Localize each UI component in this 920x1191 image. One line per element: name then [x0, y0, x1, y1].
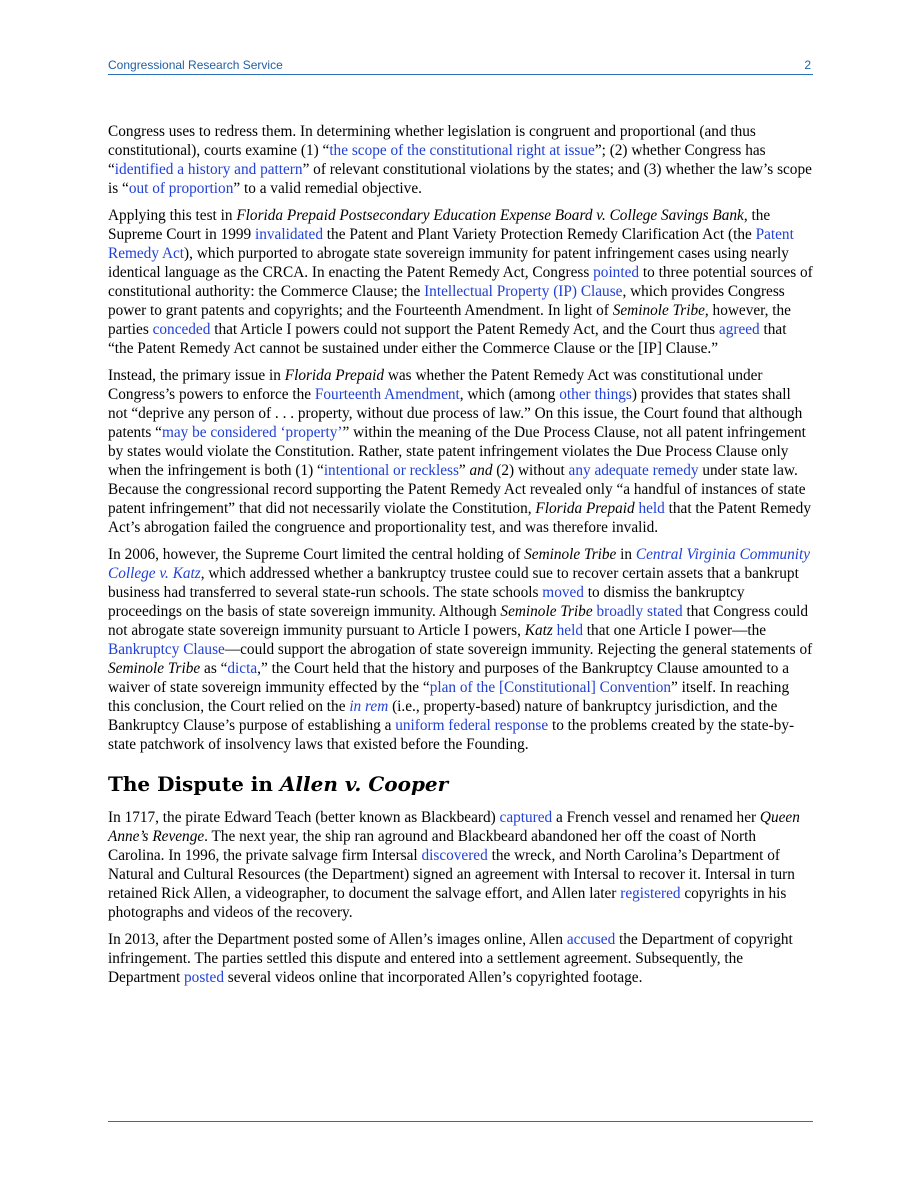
hyperlink[interactable]: Bankruptcy Clause [108, 641, 225, 658]
text-run: . The next year, the ship ran aground and Blackbeard abandoned her off the coast of North Carolina. In 1996, the private salvage firm Intersal [108, 828, 757, 864]
italic-text: Seminole Tribe [524, 546, 617, 563]
text-run: , the Supreme Court in 1999 [108, 207, 771, 243]
text-run: in [616, 546, 636, 563]
text-run: that Article I powers could not support the Patent Remedy Act, and the Court thus [210, 321, 719, 338]
text-run: that Congress could not abrogate state sovereign immunity pursuant to Article I powers, [108, 603, 809, 639]
section-paragraphs [108, 808, 814, 987]
text-run: ), which purported to abrogate state sovereign immunity for patent infringement cases using nearly identical language as the CRCA. In enacting the Patent Remedy Act, Congress [108, 245, 789, 281]
italic-text: Florida Prepaid [284, 367, 385, 384]
hyperlink[interactable]: accused [566, 931, 616, 948]
publisher-name: Congressional Research Service [108, 58, 283, 72]
text-run: to dismiss the bankruptcy proceedings on the basis of state sovereign immunity. Although [108, 584, 745, 620]
italic-text: and [469, 462, 493, 479]
hyperlink[interactable]: moved [542, 584, 584, 601]
text-run: that “the Patent Remedy Act cannot be sustained under either the Commerce Clause or the [IP] Clause.” [108, 321, 787, 357]
hyperlink[interactable]: discovered [421, 847, 488, 864]
text-run: as “ [200, 660, 228, 677]
paragraph [108, 206, 814, 358]
italic-text: Florida Prepaid [535, 500, 635, 517]
text-run: copyrights in his photographs and videos of the recovery. [108, 885, 787, 921]
hyperlink[interactable]: invalidated [255, 226, 323, 243]
paragraph [108, 545, 814, 754]
hyperlink[interactable]: may be considered ‘property’ [161, 424, 343, 441]
hyperlink[interactable]: agreed [718, 321, 760, 338]
text-run: ” within the meaning of the Due Process Clause, not all patent infringement by states would violate the Constitution. Rather, state patent infringement violates the Due Process Clause only when the infringement is both (1) “ [108, 424, 806, 479]
section-heading [108, 772, 814, 796]
text-run: the Department of copyright infringement. The parties settled this dispute and entered into a settlement agreement. Subsequently, the Department [108, 931, 793, 986]
hyperlink[interactable]: plan of the [Constitutional] Convention [429, 679, 672, 696]
text-run: , which addressed whether a bankruptcy trustee could sue to recover certain assets that a bankrupt business had transferred to several state-run schools. The state schools [108, 565, 799, 601]
text-run: ”; (2) whether Congress has “ [108, 142, 766, 178]
hyperlink[interactable]: in rem [349, 698, 389, 715]
paragraph [108, 366, 814, 537]
text-run: that the Patent Remedy Act’s abrogation failed the congruence and proportionality test, and was therefore invalid. [108, 500, 811, 536]
italic-text: Florida Prepaid Postsecondary Education Expense Board v. College Savings Bank [236, 207, 744, 224]
hyperlink[interactable]: dicta [227, 660, 258, 677]
text-run: ) provides that states shall not “deprive any person of . . . property, without due process of law.” On this issue, the Court found that although patents “ [108, 386, 803, 441]
hyperlink[interactable]: any adequate remedy [568, 462, 699, 479]
text-run: the Patent and Plant Variety Protection Remedy Clarification Act (the [322, 226, 756, 243]
text-run: ” of relevant constitutional violations by the states; and (3) whether the law’s scope is “ [108, 161, 812, 197]
hyperlink[interactable]: Central Virginia Community College v. Katz [108, 546, 811, 582]
text-run: several videos online that incorporated Allen’s copyrighted footage. [223, 969, 643, 986]
text-run: In 2006, however, the Supreme Court limited the central holding of [108, 546, 525, 563]
text-run: (i.e., property-based) nature of bankruptcy jurisdiction, and the Bankruptcy Clause’s purpose of establishing a [108, 698, 778, 734]
hyperlink[interactable]: posted [184, 969, 224, 986]
section-heading-text: The Dispute in [108, 772, 280, 796]
hyperlink[interactable]: pointed [593, 264, 640, 281]
italic-text: Seminole Tribe [108, 660, 201, 677]
text-run: a French vessel and renamed her [552, 809, 760, 826]
text-run: , which (among [459, 386, 560, 403]
paragraph [108, 808, 814, 922]
paragraph [108, 122, 814, 198]
text-run: ” to a valid remedial objective. [233, 180, 422, 197]
text-run: to three potential sources of constitutional authority: the Commerce Clause; the [108, 264, 813, 300]
text-run: , which provides Congress power to grant patents and copyrights; and the Fourteenth Amendment. In light of [108, 283, 785, 319]
paragraph [108, 930, 814, 987]
text-run: Applying this test in [108, 207, 237, 224]
text-run: —could support the abrogation of state sovereign immunity. Rejecting the general statements of [224, 641, 813, 658]
text-run: In 1717, the pirate Edward Teach (better known as Blackbeard) [108, 809, 500, 826]
hyperlink[interactable]: the scope of the constitutional right at issue [329, 142, 595, 159]
text-run: to the problems created by the state-by-state patchwork of insolvency laws that existed before the Founding. [108, 717, 795, 753]
text-run: the wreck, and North Carolina’s Department of Natural and Cultural Resources (the Department) signed an agreement with Intersal to recover it. Intersal in turn retained Rick Allen, a videographer, to document the salvage effort, and Allen later [108, 847, 795, 902]
hyperlink[interactable]: Intellectual Property (IP) Clause [424, 283, 623, 300]
text-run: , however, the parties [108, 302, 791, 338]
body-paragraphs [108, 122, 814, 754]
italic-text: Seminole Tribe [612, 302, 705, 319]
hyperlink[interactable]: identified a history and pattern [114, 161, 303, 178]
text-run: Instead, the primary issue in [108, 367, 285, 384]
text-run: In 2013, after the Department posted some of Allen’s images online, Allen [108, 931, 567, 948]
italic-text: Katz [524, 622, 553, 639]
hyperlink[interactable]: intentional or reckless [323, 462, 459, 479]
hyperlink[interactable]: registered [620, 885, 681, 902]
hyperlink[interactable]: captured [499, 809, 553, 826]
hyperlink[interactable]: broadly stated [596, 603, 683, 620]
hyperlink[interactable]: out of proportion [128, 180, 234, 197]
document-body [108, 122, 814, 995]
section-heading-case-name: Allen v. Cooper [279, 772, 449, 796]
hyperlink[interactable]: uniform federal response [395, 717, 549, 734]
running-header [108, 56, 813, 75]
hyperlink[interactable]: held [638, 500, 665, 517]
text-run: ,” the Court held that the history and purposes of the Bankruptcy Clause amounted to a waiver of state sovereign immunity effected by the “ [108, 660, 789, 696]
italic-text: Seminole Tribe [500, 603, 593, 620]
footer-rule [108, 1121, 813, 1122]
text-run: was whether the Patent Remedy Act was constitutional under Congress’s powers to enforce the [108, 367, 763, 403]
text-run: Congress uses to redress them. In determining whether legislation is congruent and proportional (and thus constitutional), courts examine (1) “ [108, 123, 756, 159]
hyperlink[interactable]: other things [559, 386, 632, 403]
text-run: under state law. Because the congressional record supporting the Patent Remedy Act revealed only “a handful of instances of state patent infringement” that did not necessarily violate the Constitution, [108, 462, 806, 517]
hyperlink[interactable]: held [556, 622, 583, 639]
hyperlink[interactable]: Fourteenth Amendment [314, 386, 460, 403]
hyperlink[interactable]: conceded [152, 321, 211, 338]
italic-text: Queen Anne’s Revenge [108, 809, 800, 845]
text-run: ” itself. In reaching this conclusion, the Court relied on the [108, 679, 790, 715]
hyperlink[interactable]: Patent Remedy Act [108, 226, 794, 262]
page-number: 2 [804, 58, 811, 72]
text-run: ” [458, 462, 470, 479]
text-run: that one Article I power—the [582, 622, 767, 639]
text-run: (2) without [492, 462, 569, 479]
